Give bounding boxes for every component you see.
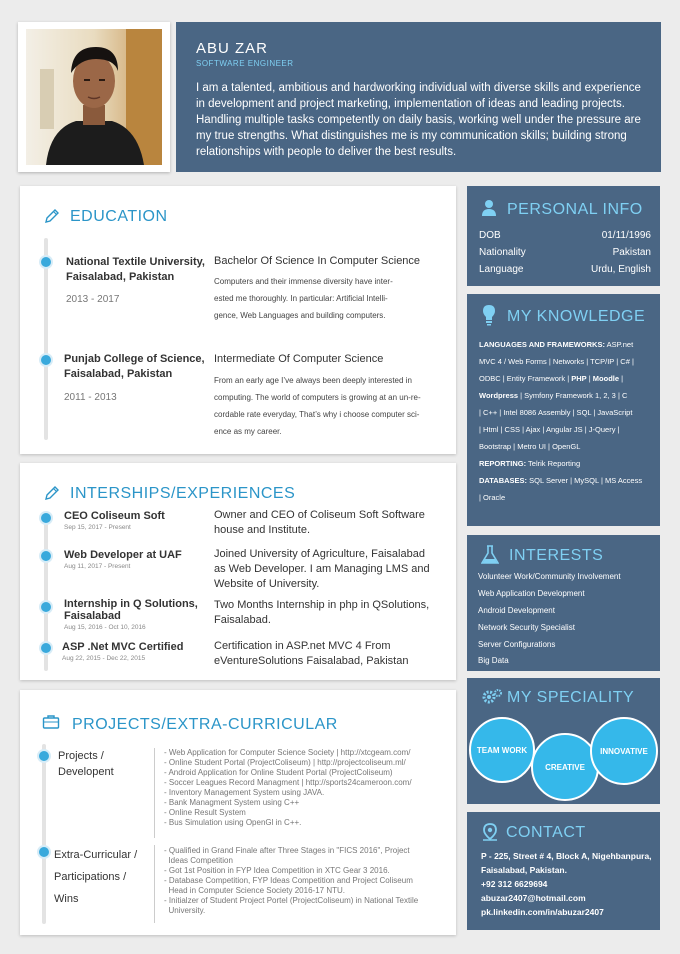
- job-description: Joined University of Agriculture, Faisalabad as Web Developer. I am Managing LMS and Website of University.: [214, 548, 430, 590]
- info-key: DOB: [479, 230, 501, 241]
- job-description: Owner and CEO of Coliseum Soft Software house and Institute.: [214, 509, 425, 536]
- interest-item: Volunteer Work/Community Involvement: [478, 572, 621, 581]
- degree-description: From an early age I’ve always been deeply interested in computing. The world of computers is growing at an un-re- cordable rate everyday, That’s why i choose computer sci- ence as my career.: [214, 376, 421, 436]
- gears-icon: [481, 688, 503, 706]
- personal-info-panel: [467, 186, 660, 286]
- linkedin-link[interactable]: pk.linkedin.com/in/abuzar2407: [481, 907, 604, 917]
- school-years: 2011 - 2013: [64, 392, 117, 403]
- experience-title: INTERSHIPS/EXPERIENCES: [70, 485, 296, 502]
- timeline-dot: [39, 353, 53, 367]
- info-key: Language: [479, 264, 524, 275]
- extra-group-label: Extra-Curricular / Participations / Wins: [54, 849, 138, 905]
- job-description: Certification in ASP.net MVC 4 From eVentureSolutions Faisalabad, Pakistan: [214, 640, 409, 667]
- degree-title: Bachelor Of Science In Computer Science: [214, 255, 421, 267]
- interest-item: Network Security Specialist: [478, 623, 575, 632]
- education-card: [20, 186, 456, 454]
- interest-item: Server Configurations: [478, 640, 556, 649]
- job-date: Aug 11, 2017 - Present: [64, 563, 131, 570]
- job-date: Aug 15, 2016 - Oct 10, 2016: [64, 624, 146, 631]
- profile-photo: [26, 29, 162, 165]
- address-line: P - 225, Street # 4, Block A, Nigehbanpura,: [481, 851, 652, 861]
- school-name: National Textile University, Faisalabad, Pakistan: [66, 256, 205, 283]
- divider: [154, 748, 155, 838]
- user-icon: [481, 199, 497, 217]
- timeline-dot: [37, 845, 51, 859]
- timeline-line: [42, 744, 46, 924]
- profile-photo-frame: [18, 22, 170, 172]
- interest-item: Web Application Development: [478, 589, 585, 598]
- timeline-dot: [37, 749, 51, 763]
- interest-item: Android Development: [478, 606, 555, 615]
- divider: [154, 845, 155, 923]
- knowledge-text: LANGUAGES AND FRAMEWORKS: ASP.net MVC 4 / Web Forms | Networks | TCP/IP | C# | ODBC | Entity Framework | PHP | Moodle | Wordpress | Symfony Framework 1, 2, 3 | C | C++ | Intel 8086 Assembly | SQL | JavaScript | Html | CSS | Ajax | Angular JS | J-Query | Bootstrap | Metro UI | OpenGL REPORTING: Telrik Reporting DATABASES: SQL Server | MySQL | MS Access | Oracle: [479, 340, 643, 502]
- education-title: EDUCATION: [70, 208, 168, 225]
- pencil-icon: [44, 485, 60, 501]
- projects-title: PROJECTS/EXTRA-CURRICULAR: [72, 716, 338, 733]
- project-list: - Web Application for Computer Science Society | http://xtcgeam.com/ - Online Student Portal (ProjectColiseum) | http://projectcoliseum.ml/ - Android Application for Online Student Portal (ProjectColiseum) - Soccer Leagues Record Managment | http://sports24cameroon.com/ - Inventory Management System using JAVA. - Bank Managment System using C++ - Online Result System - Bus Simulation using OpenGl in C++.: [164, 748, 412, 827]
- contact-details: [481, 849, 652, 919]
- address-line: Faisalabad, Pakistan.: [481, 865, 567, 875]
- contact-panel: [467, 812, 660, 930]
- interests-title: INTERESTS: [509, 547, 604, 564]
- timeline-dot: [39, 511, 53, 525]
- header-panel: [176, 22, 661, 172]
- info-value: Pakistan: [612, 247, 651, 258]
- interest-item: Big Data: [478, 656, 509, 665]
- extra-list: - Qualified in Grand Finale after Three Stages in "FICS 2016", Project Ideas Competition - Got 1st Position in FYP Idea Competition in XTC Gear 3 2016. - Database Competition, FYP Ideas Competition and Project Coliseum Head in Computer Science Society 2016-17 NTU. - Initialzer of Student Project Portel (ProjectColiseum) in National Textile University.: [164, 846, 419, 915]
- speciality-circle-teamwork: TEAM WORK: [469, 717, 535, 783]
- candidate-role: SOFTWARE ENGINEER: [196, 59, 294, 68]
- pencil-icon: [44, 208, 60, 224]
- timeline-dot: [39, 600, 53, 614]
- timeline-dot: [39, 549, 53, 563]
- experience-card: [20, 463, 456, 680]
- job-date: Aug 22, 2015 - Dec 22, 2015: [62, 655, 146, 662]
- knowledge-panel: [467, 294, 660, 526]
- info-key: Nationality: [479, 247, 526, 258]
- job-description: Two Months Internship in php in QSolutions, Faisalabad.: [214, 599, 430, 626]
- school-years: 2013 - 2017: [66, 294, 120, 305]
- job-title: Internship in Q Solutions, Faisalabad: [64, 598, 198, 622]
- interests-panel: [467, 535, 660, 671]
- info-value: Urdu, English: [590, 264, 651, 275]
- projects-card: [20, 690, 456, 935]
- lightbulb-icon: [482, 304, 496, 326]
- degree-description: Computers and their immense diversity have inter- ested me thoroughly. In particular: Artificial Intelli- gence, Web Languages and building computers.: [214, 277, 393, 320]
- personal-info-title: PERSONAL INFO: [507, 201, 643, 218]
- school-name: Punjab College of Science, Faisalabad, Pakistan: [64, 353, 205, 380]
- timeline-dot: [39, 255, 53, 269]
- phone-number[interactable]: +92 312 6629694: [481, 879, 548, 889]
- speciality-circle-creative: CREATIVE: [531, 733, 599, 801]
- timeline-dot: [39, 641, 53, 655]
- summary-text: I am a talented, ambitious and hardworking individual with diverse skills and experience in development and project marketing, implementation of ideas and leading projects. Handling multiple tasks competently on daily basis, working well under the pressure are my true strengths. What distinguishes me is my communication skills; building strong relationships with people to deliver the best results.: [196, 82, 641, 158]
- location-pin-icon: [482, 823, 498, 841]
- flask-icon: [481, 545, 499, 565]
- email-link[interactable]: abuzar2407@hotmail.com: [481, 893, 586, 903]
- candidate-name: ABU ZAR: [196, 40, 269, 57]
- contact-title: CONTACT: [506, 824, 586, 841]
- degree-title: Intermediate Of Computer Science: [214, 353, 384, 365]
- job-title: Web Developer at UAF: [64, 549, 182, 561]
- speciality-title: MY SPECIALITY: [507, 689, 635, 706]
- job-title: CEO Coliseum Soft: [64, 510, 165, 522]
- job-date: Sep 15, 2017 - Present: [64, 524, 131, 531]
- knowledge-title: MY KNOWLEDGE: [507, 308, 646, 325]
- info-value: 01/11/1996: [601, 230, 651, 241]
- project-group-label: Projects / Developent: [58, 750, 114, 778]
- briefcase-icon: [42, 714, 60, 730]
- speciality-circle-innovative: INNOVATIVE: [590, 717, 658, 785]
- job-title: ASP .Net MVC Certified: [62, 641, 184, 653]
